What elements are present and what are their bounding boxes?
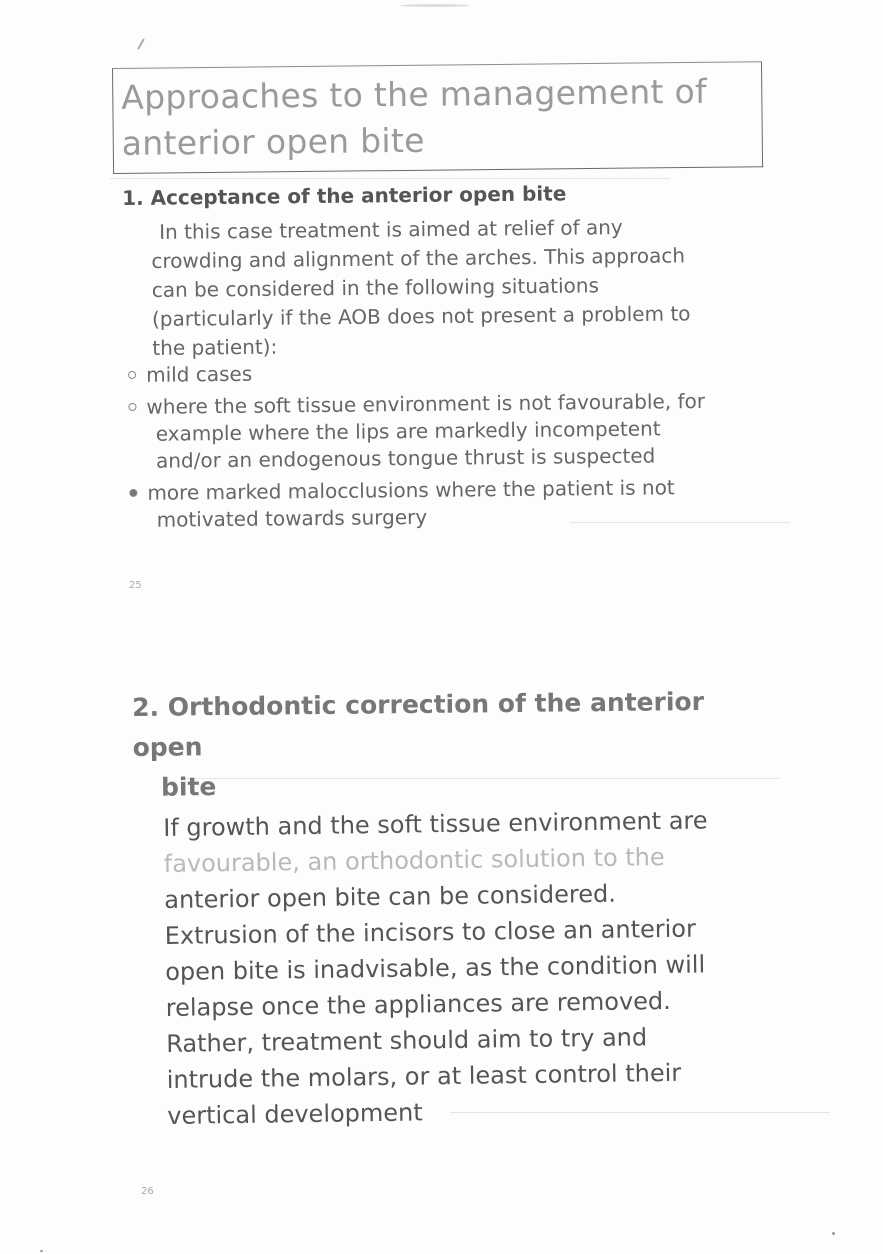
body-line: Extrusion of the incisors to close an anterior — [164, 914, 697, 950]
page-number: 26 — [141, 1186, 154, 1197]
intro-line: the patient): — [152, 334, 278, 360]
intro-line: crowding and alignment of the arches. This approach — [151, 243, 686, 273]
body-line: Rather, treatment should aim to try and — [166, 1023, 648, 1058]
intro-line: (particularly if the AOB does not present a problem to — [151, 301, 691, 331]
slide-title-line: Approaches to the management of — [121, 71, 708, 117]
heading-line: bite — [160, 772, 217, 802]
list-item-text: example where the lips are markedly incompetent — [155, 416, 661, 446]
intro-paragraph — [151, 212, 752, 363]
bullet-circle-icon — [128, 371, 136, 379]
intro-line: In this case treatment is aimed at relief of any — [159, 215, 623, 244]
section-heading-orthodontic — [132, 681, 773, 808]
body-paragraph — [163, 801, 777, 1133]
body-line: If growth and the soft tissue environment are — [163, 806, 708, 842]
list-item — [129, 473, 770, 534]
bullet-dot-icon — [129, 489, 137, 497]
body-line: intrude the molars, or at least control their — [166, 1058, 682, 1094]
list-item-text: mild cases — [146, 361, 253, 387]
body-line: vertical development — [167, 1098, 423, 1130]
section-heading-acceptance: 1. Acceptance of the anterior open bite — [122, 181, 567, 210]
scan-speck — [832, 1232, 835, 1235]
list-item-text: motivated towards surgery — [156, 504, 428, 532]
list-item-text: and/or an endogenous tongue thrust is suspected — [155, 443, 656, 473]
intro-line: can be considered in the following situations — [151, 273, 600, 302]
situation-list — [128, 355, 770, 539]
list-item — [128, 355, 768, 389]
list-item-text: where the soft tissue environment is not favourable, for — [146, 388, 706, 419]
list-item-text: more marked malocclusions where the patient is not — [147, 475, 675, 505]
body-line: anterior open bite can be considered. — [164, 879, 617, 914]
heading-line: 2. Orthodontic correction of the anterior open — [132, 687, 705, 762]
scan-speck — [40, 1250, 43, 1252]
list-item — [128, 387, 769, 475]
body-line: favourable, an orthodontic solution to the — [163, 843, 665, 878]
slide-title-box — [112, 61, 763, 174]
slide-title — [121, 68, 762, 167]
slide-title-line: anterior open bite — [121, 120, 425, 163]
bullet-circle-icon — [128, 403, 136, 411]
body-line: relapse once the appliances are removed. — [165, 986, 671, 1022]
slide-1 — [0, 0, 883, 620]
page-number: 25 — [129, 580, 142, 591]
body-line: open bite is inadvisable, as the condition will — [165, 950, 706, 986]
